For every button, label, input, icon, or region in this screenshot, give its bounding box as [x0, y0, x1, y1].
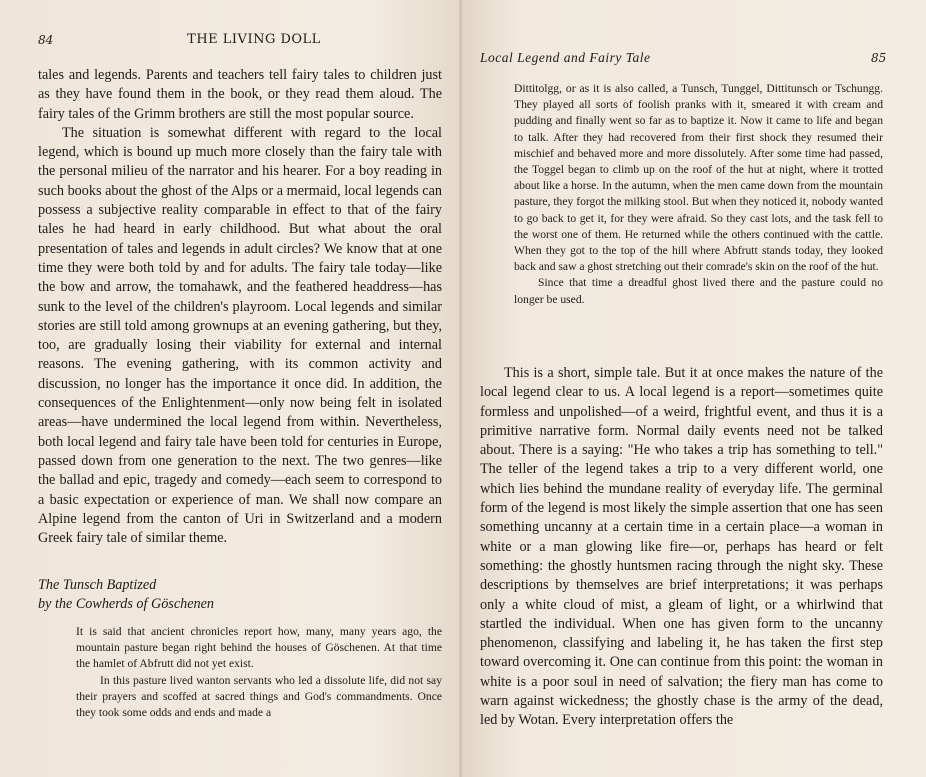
paragraph: This is a short, simple tale. But it at once makes the nature of the local legend clear to us. A local legend is a report—sometimes quite formless and unpolished—of a weird, frightful event, and thus it is a primitive narrative form. Normal daily events need not be talked about. There is a saying: "He who takes a trip has something to tell." The teller of the legend takes a trip to a very different world, one which lies behind the mundane reality of everyday life. The germinal form of the legend is most likely the simple assertion that one has seen something uncanny at a certain time in a certain place—a woman in white or a man glowing like fire—or, perhaps has heard or felt something: the ghostly huntsmen racing through the night sky. These descriptions by themselves are brief interpretations; it was perhaps only a white cloud of mist, a gleam of light, or a whirlwind that startled the individual. When one has given form to the uncanny phenomenon, classifying and labeling it, he has taken the first step toward overcoming it. One can continue from this point: the woman in white is a poor soul in need of salvation; the fiery man has come to warn against wickedness; the ghostly chase is the army of the dead, led by Wotan. Every interpretation offers the: [480, 365, 883, 729]
right-page: [462, 0, 926, 777]
body-text: [480, 364, 883, 731]
story-paragraph: Dittitolgg, or as it is also called, a Tunsch, Tunggel, Dittitunsch or Tschungg. They played all sorts of foolish pranks with it, smeared it with cream and pudding and finally went so far as to baptize it. Now it came to life and began to talk. After they had recovered from their first shock they resumed their mischief and behaved more and more dissolutely. After some time had passed, the Toggel began to climb up on the roof of the hut at night, where it trotted about like a horse. In the autumn, when the men came down from the mountain pasture, they forgot the milking stool. But when they noticed it, nobody wanted to go back to get it, for they were afraid. So they cast lots, and the task fell to the worst one of them. He returned while the others continued with the cattle. When they got to the top of the hill where Abfrutt stands today, they looked back and saw a ghost stretching out their comrade's skin on the roof of the hut.: [514, 82, 883, 274]
story-text: [514, 81, 883, 308]
story-title-line: The Tunsch Baptized: [38, 577, 157, 593]
body-text: [38, 66, 442, 548]
page-number: 85: [871, 51, 887, 65]
story-paragraph: It is said that ancient chronicles report how, many, many years ago, the mountain pasture began right behind the houses of Göschenen. At that time the hamlet of Abfrutt did not yet exist.: [76, 625, 442, 671]
page-number: 84: [38, 33, 54, 47]
story-paragraph: In this pasture lived wanton servants who led a dissolute life, did not say their prayers and scoffed at sacred things and God's commandments. Once they took some odds and ends and made a: [76, 673, 442, 720]
running-head: Local Legend and Fairy Tale: [480, 50, 651, 65]
story-paragraph: Since that time a dreadful ghost lived there and the pasture could no longer be used.: [514, 276, 883, 306]
paragraph: The situation is somewhat different with regard to the local legend, which is bound up much more closely than the fairy tale with the personal milieu of the narrator and his hearer. For a boy reading in such books about the ghost of the Alps or a mermaid, local legends can possess a subjective reality comparable in effect to that of the fairy tales he had heard in early childhood. But what about the oral presentation of tales and legends in adult circles? We know that at one time they were both told by and for adults. The fairy tale today—like the bow and arrow, the tomahawk, and the feathered headdress—has sunk to the level of the children's playroom. Local legends and similar stories are still told among grownups at an evening gathering, but they, too, are gradually losing their viability for external and internal reasons. The evening gathering, with its common activity and discussion, no longer has the importance it once did. In addition, the consequences of the Enlightenment—only now being felt in isolated areas—have undermined the local legend from within. Nevertheless, both local legend and fairy tale have been told for centuries in Europe, passed down from one generation to the next. The two genres—like the ballad and epic, tragedy and comedy—each seem to correspond to a basic expectation or experience of man. We shall now compare an Alpine legend from the canton of Uri in Switzerland and a modern Greek fairy tale of similar theme.: [38, 124, 442, 547]
paragraph: tales and legends. Parents and teachers tell fairy tales to children just as they have found them in the book, or they read them aloud. The fairy tales of the Grimm brothers are still the most popular source.: [38, 67, 442, 122]
left-page: [0, 0, 462, 777]
story-text: [76, 624, 442, 721]
story-byline: by the Cowherds of Göschenen: [38, 596, 214, 612]
running-head: THE LIVING DOLL: [187, 32, 321, 47]
story-title: [38, 576, 214, 614]
